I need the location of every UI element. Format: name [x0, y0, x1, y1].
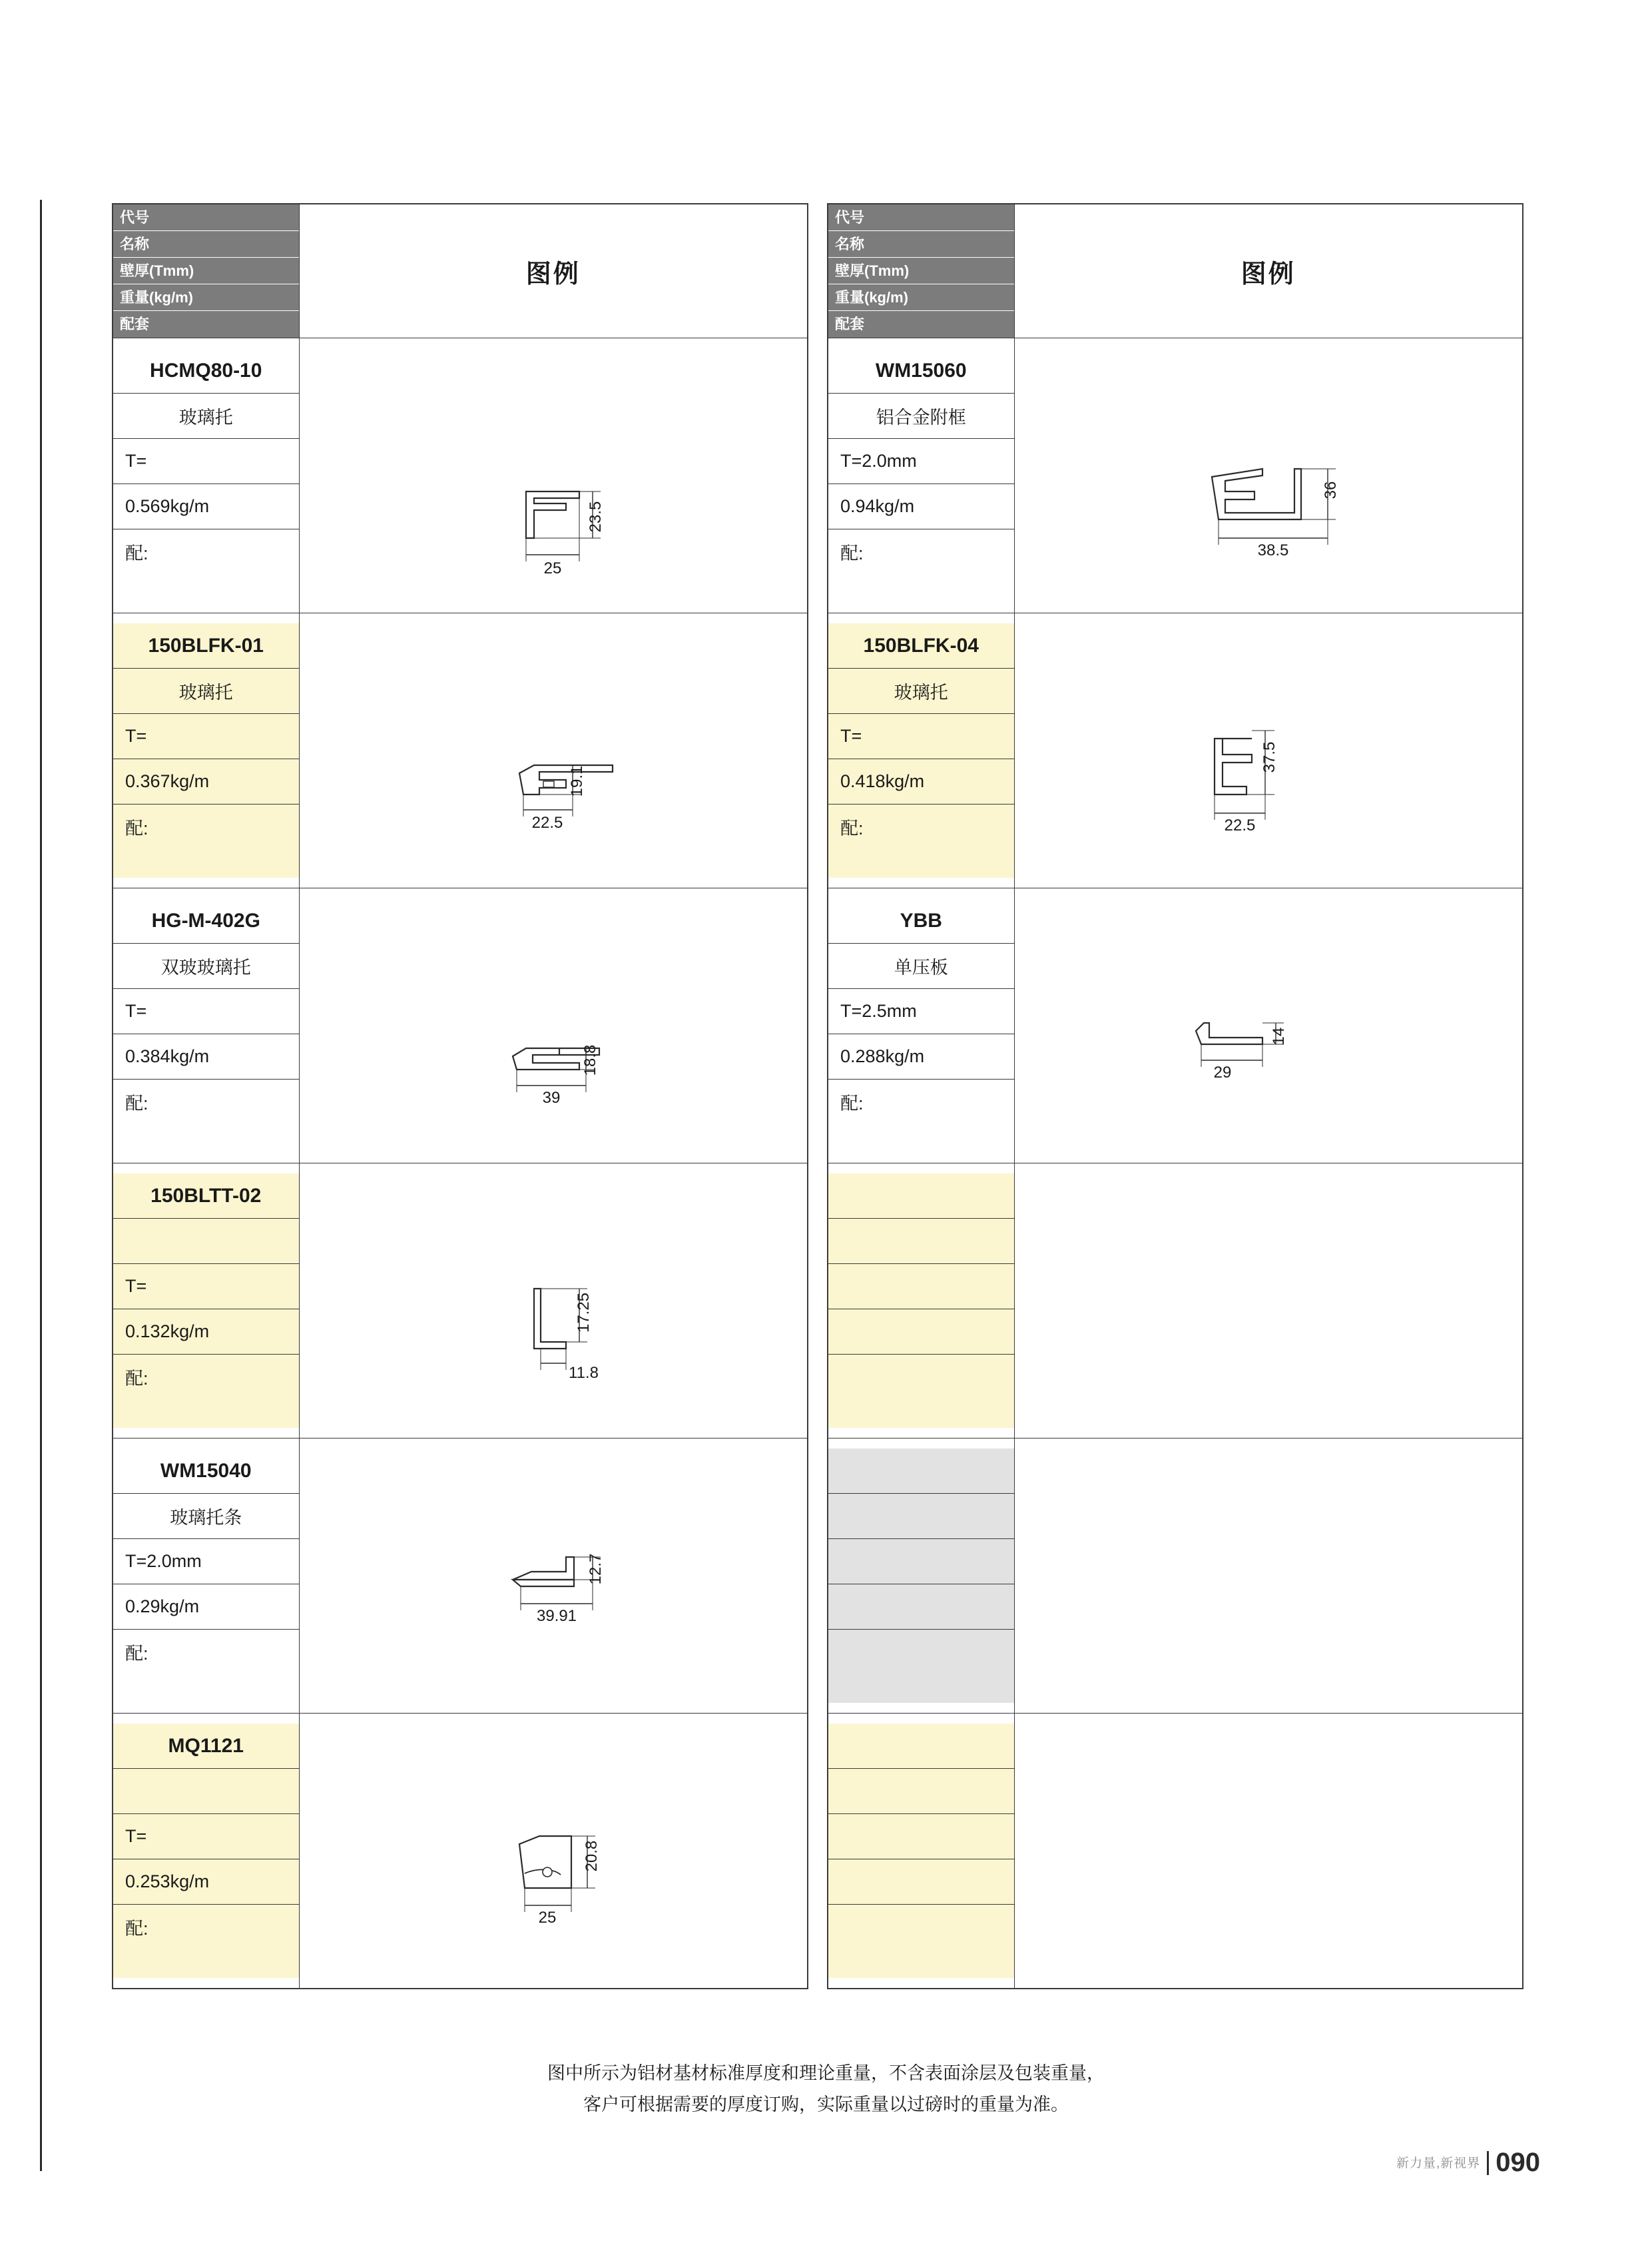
table-row	[828, 338, 1523, 613]
row-labels	[113, 1714, 299, 1989]
row-weight: 0.367kg/m	[113, 759, 299, 804]
row-name	[828, 1219, 1014, 1264]
dim-width-text: 38.5	[1257, 541, 1288, 559]
profile-diagram	[300, 613, 808, 888]
row-match: 配:	[113, 1630, 299, 1703]
row-code: 150BLFK-01	[113, 623, 299, 669]
dim-width-text: 29	[1213, 1064, 1231, 1082]
dim-height-text: 12.7	[586, 1553, 605, 1585]
row-weight: 0.288kg/m	[828, 1034, 1014, 1080]
dim-width-text: 25	[538, 1909, 556, 1927]
profile-diagram	[300, 1714, 808, 1988]
row-name: 玻璃托	[113, 669, 299, 714]
row-weight: 0.132kg/m	[113, 1309, 299, 1355]
row-diagram-cell	[299, 1163, 808, 1439]
table-row	[828, 1163, 1523, 1439]
row-labels	[828, 338, 1014, 613]
profile-tables	[112, 203, 1523, 1989]
row-labels	[113, 1439, 299, 1714]
dim-width-text: 25	[543, 559, 561, 577]
header-label-stack	[113, 204, 299, 338]
row-labels	[828, 1714, 1014, 1989]
table-header-row	[113, 204, 808, 338]
dim-height-text: 19.1	[567, 765, 586, 797]
profile-diagram	[1015, 613, 1523, 888]
footer-divider	[1487, 2151, 1489, 2175]
row-name: 铝合金附框	[828, 394, 1014, 439]
row-code	[828, 1173, 1014, 1219]
row-code: YBB	[828, 898, 1014, 944]
row-name	[113, 1769, 299, 1814]
row-weight: 0.384kg/m	[113, 1034, 299, 1080]
row-name	[828, 1769, 1014, 1814]
row-match	[828, 1630, 1014, 1703]
profile-diagram	[300, 888, 808, 1163]
row-name: 玻璃托	[113, 394, 299, 439]
row-weight	[828, 1859, 1014, 1905]
profile-diagram	[300, 338, 808, 613]
row-code: WM15060	[828, 348, 1014, 394]
row-diagram-cell	[1014, 1163, 1523, 1439]
row-diagram-cell	[1014, 1714, 1523, 1989]
profile-diagram	[1015, 1714, 1523, 1988]
table-row	[113, 1714, 808, 1989]
header-label-match: 配套	[828, 311, 1014, 338]
header-label-weight: 重量(kg/m)	[113, 284, 299, 311]
row-code: MQ1121	[113, 1724, 299, 1769]
table-row	[113, 338, 808, 613]
row-name	[828, 1494, 1014, 1539]
row-weight: 0.569kg/m	[113, 484, 299, 529]
row-code	[828, 1448, 1014, 1494]
dim-height-text: 37.5	[1260, 741, 1278, 773]
dim-width-text: 22.5	[531, 814, 563, 832]
row-weight: 0.94kg/m	[828, 484, 1014, 529]
row-code	[828, 1724, 1014, 1769]
footnote-line-2: 客户可根据需要的厚度订购，实际重量以过磅时的重量为准。	[583, 2094, 1069, 2115]
row-diagram-cell	[1014, 338, 1523, 613]
row-thickness	[828, 1814, 1014, 1859]
row-code: HCMQ80-10	[113, 348, 299, 394]
profile-diagram	[1015, 888, 1523, 1163]
header-diagram-title: 图例	[299, 204, 808, 338]
header-label-name: 名称	[113, 231, 299, 258]
row-diagram-cell	[1014, 613, 1523, 888]
row-match: 配:	[828, 529, 1014, 603]
row-weight	[828, 1309, 1014, 1355]
dim-height-text: 14	[1269, 1027, 1288, 1046]
table-row	[828, 1714, 1523, 1989]
row-thickness: T=	[113, 714, 299, 759]
dim-height-text: 18.8	[581, 1044, 599, 1076]
row-labels	[113, 613, 299, 888]
row-labels	[113, 1163, 299, 1439]
row-diagram-cell	[299, 613, 808, 888]
row-thickness: T=	[113, 439, 299, 484]
row-match	[828, 1905, 1014, 1978]
row-labels	[828, 888, 1014, 1163]
table-header-row	[828, 204, 1523, 338]
row-diagram-cell	[1014, 1439, 1523, 1714]
table-row	[113, 613, 808, 888]
header-label-match: 配套	[113, 311, 299, 338]
table-row	[113, 888, 808, 1163]
table-row	[113, 1163, 808, 1439]
row-diagram-cell	[299, 1714, 808, 1989]
row-match: 配:	[828, 804, 1014, 878]
dim-height-text: 36	[1321, 481, 1340, 499]
row-thickness: T=	[828, 714, 1014, 759]
row-thickness: T=	[113, 1264, 299, 1309]
dim-width-text: 39	[542, 1089, 560, 1107]
footnotes	[0, 2058, 1652, 2121]
footnote-line-1: 图中所示为铝材基材标准厚度和理论重量，不含表面涂层及包装重量，	[547, 2063, 1105, 2083]
profile-diagram	[1015, 1163, 1523, 1438]
row-match	[828, 1355, 1014, 1428]
row-match: 配:	[113, 804, 299, 878]
row-name: 双玻玻璃托	[113, 944, 299, 989]
row-thickness: T=2.0mm	[113, 1539, 299, 1584]
page-footer	[1396, 2150, 1540, 2175]
dim-width-text: 22.5	[1224, 816, 1255, 834]
header-label-name: 名称	[828, 231, 1014, 258]
row-code: 150BLTT-02	[113, 1173, 299, 1219]
dim-height-text: 17.25	[574, 1292, 593, 1333]
row-name: 玻璃托条	[113, 1494, 299, 1539]
row-labels	[113, 888, 299, 1163]
header-label-code: 代号	[113, 204, 299, 231]
table-row	[113, 1439, 808, 1714]
profile-diagram	[300, 1439, 808, 1713]
row-diagram-cell	[299, 1439, 808, 1714]
row-weight: 0.418kg/m	[828, 759, 1014, 804]
dim-width-text: 11.8	[568, 1364, 599, 1382]
row-thickness	[828, 1264, 1014, 1309]
table-row	[828, 888, 1523, 1163]
row-thickness: T=2.5mm	[828, 989, 1014, 1034]
row-thickness: T=	[113, 989, 299, 1034]
dim-height-text: 20.8	[582, 1840, 601, 1872]
profile-diagram	[300, 1163, 808, 1438]
header-label-weight: 重量(kg/m)	[828, 284, 1014, 311]
page-number: 090	[1496, 2148, 1540, 2177]
row-match: 配:	[113, 1905, 299, 1978]
profile-diagram	[1015, 1439, 1523, 1713]
table-row	[828, 1439, 1523, 1714]
row-match: 配:	[828, 1080, 1014, 1153]
row-thickness	[828, 1539, 1014, 1584]
dim-height-text: 23.5	[586, 501, 605, 533]
dim-width-text: 39.91	[536, 1607, 577, 1625]
profile-diagram	[1015, 338, 1523, 613]
row-code: HG-M-402G	[113, 898, 299, 944]
row-labels	[113, 338, 299, 613]
brand-slogan: 新力量,新视界	[1396, 2156, 1481, 2170]
header-label-thickness: 壁厚(Tmm)	[828, 258, 1014, 284]
row-name: 玻璃托	[828, 669, 1014, 714]
header-label-thickness: 壁厚(Tmm)	[113, 258, 299, 284]
page-left-rule	[40, 200, 42, 2171]
row-labels	[828, 1439, 1014, 1714]
row-diagram-cell	[299, 888, 808, 1163]
row-name	[113, 1219, 299, 1264]
header-diagram-title: 图例	[1014, 204, 1523, 338]
row-thickness: T=2.0mm	[828, 439, 1014, 484]
row-match: 配:	[113, 529, 299, 603]
row-diagram-cell	[1014, 888, 1523, 1163]
row-weight: 0.29kg/m	[113, 1584, 299, 1630]
row-code: WM15040	[113, 1448, 299, 1494]
row-weight: 0.253kg/m	[113, 1859, 299, 1905]
row-match: 配:	[113, 1080, 299, 1153]
row-labels	[828, 613, 1014, 888]
left-profile-table	[112, 203, 808, 1989]
row-match: 配:	[113, 1355, 299, 1428]
header-label-code: 代号	[828, 204, 1014, 231]
table-row	[828, 613, 1523, 888]
row-weight	[828, 1584, 1014, 1630]
right-profile-table	[827, 203, 1523, 1989]
row-labels	[828, 1163, 1014, 1439]
row-code: 150BLFK-04	[828, 623, 1014, 669]
row-thickness: T=	[113, 1814, 299, 1859]
row-name: 单压板	[828, 944, 1014, 989]
header-label-stack	[828, 204, 1014, 338]
row-diagram-cell	[299, 338, 808, 613]
